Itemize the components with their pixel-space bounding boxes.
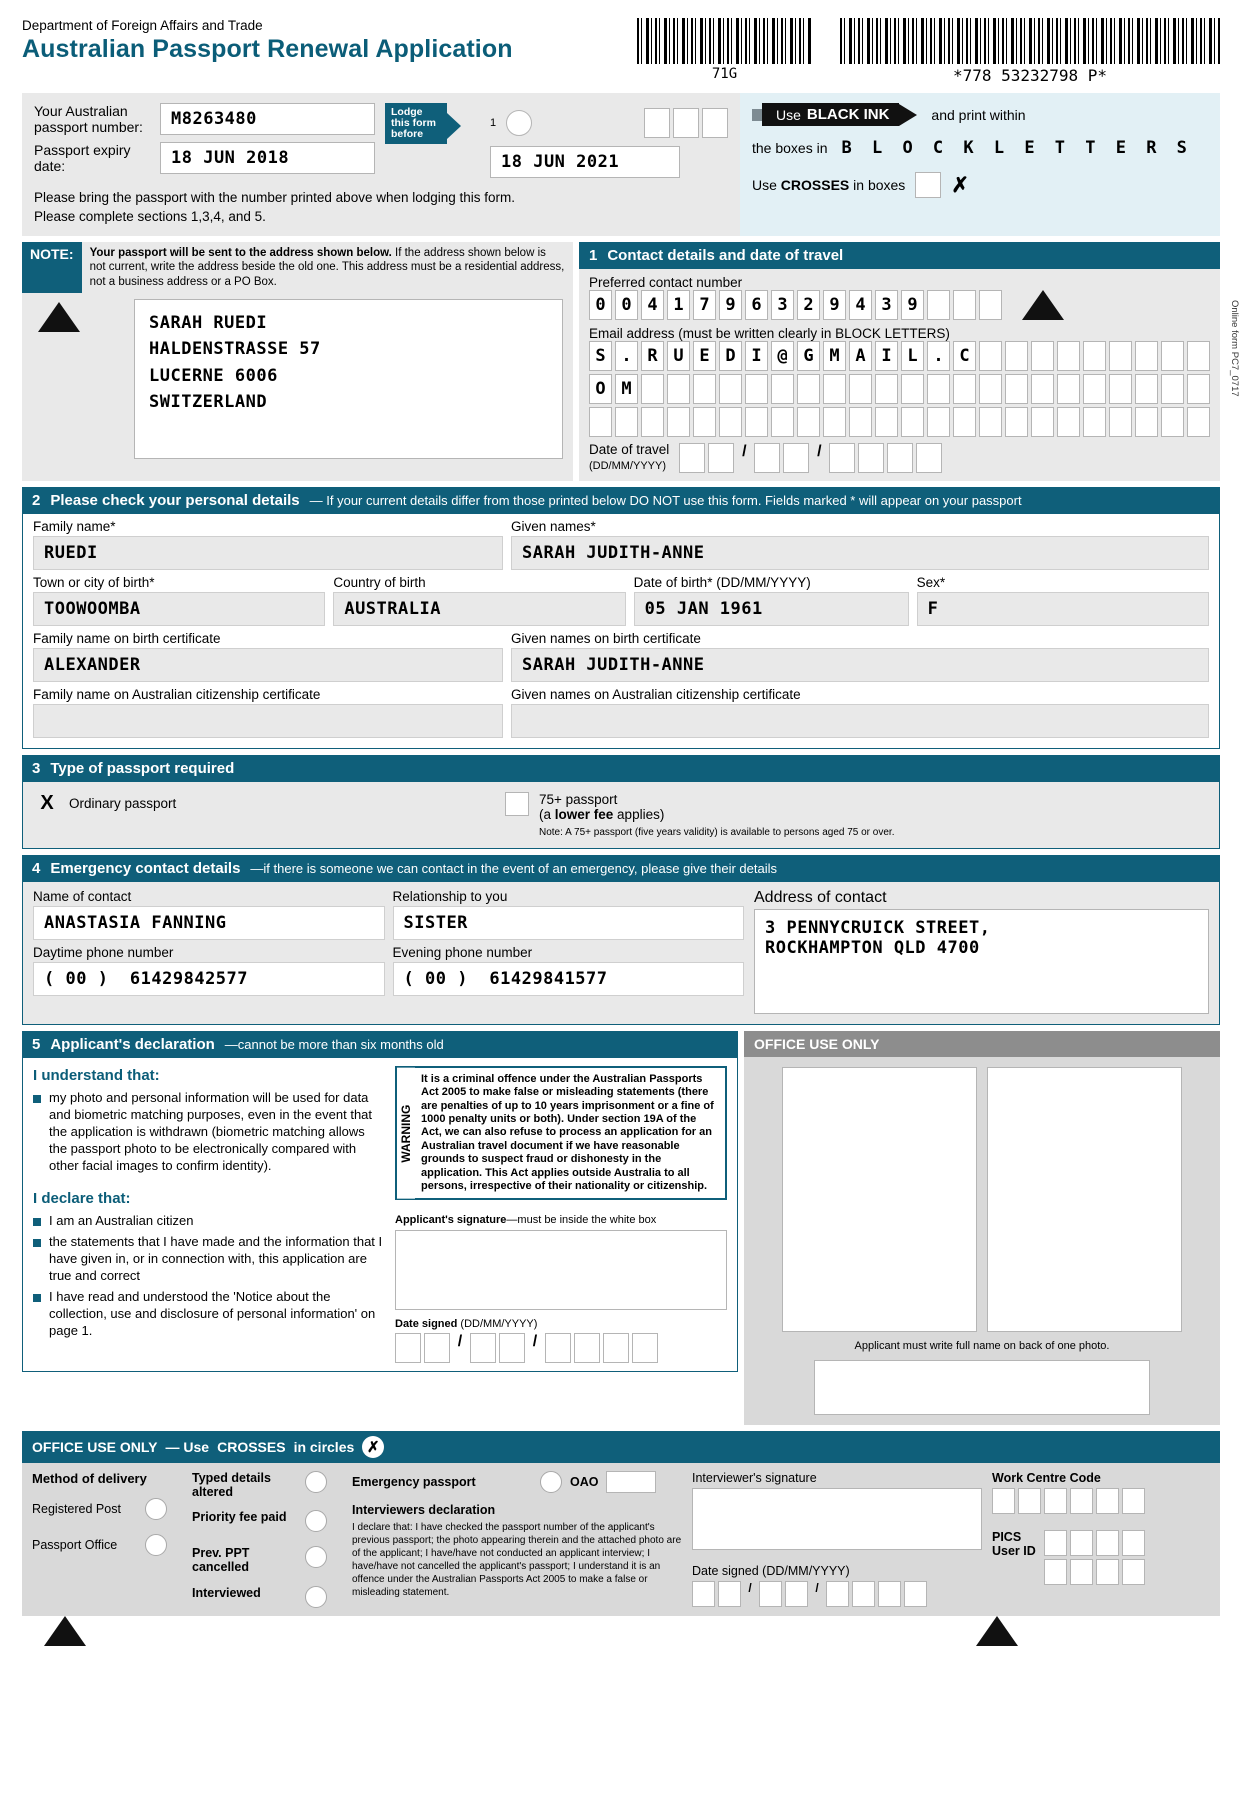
declare-item: I have read and understood the 'Notice about the collection, use and disclosure of personal information' on page 1. — [33, 1289, 383, 1340]
signature-label: Applicant's signature—must be inside the white box — [395, 1214, 657, 1227]
emergency-address-input[interactable] — [754, 909, 1209, 1014]
given-names-input[interactable]: SARAH JUDITH-ANNE — [511, 536, 1209, 570]
method-of-delivery-label: Method of delivery — [32, 1470, 147, 1486]
char-cell[interactable]: G — [797, 341, 820, 371]
char-cell[interactable]: . — [615, 341, 638, 371]
ordinary-passport-checkbox[interactable]: X — [40, 791, 54, 814]
interviewers-declaration-text: I declare that: I have checked the passport number of the applicant's previous passport; the photo appearing therein and the attached photo are of the applicant; I have/have not conducted an applicant interview; I have/have not cancelled the applicant's passport; I understand it is an offence under the Australian Passports Act 2005 to make a false or misleading statement. — [352, 1521, 682, 1598]
char-cell[interactable] — [797, 374, 820, 404]
char-cell[interactable] — [1057, 407, 1080, 437]
emergency-name-label: Name of contact — [33, 888, 132, 904]
contact-number-label: Preferred contact number — [589, 274, 743, 290]
ordinary-passport-label: Ordinary passport — [69, 795, 177, 811]
char-cell[interactable] — [693, 407, 716, 437]
char-cell[interactable] — [1083, 407, 1106, 437]
header-titles — [22, 18, 513, 64]
birth-cert-given-input[interactable]: SARAH JUDITH-ANNE — [511, 648, 1209, 682]
interviewed-label: Interviewed — [192, 1586, 261, 1601]
family-name-label: Family name* — [33, 518, 116, 534]
char-cell[interactable]: L — [901, 341, 924, 371]
char-cell[interactable] — [927, 407, 950, 437]
char-cell[interactable] — [1161, 374, 1184, 404]
travel-date-input[interactable]: / / — [679, 443, 942, 473]
char-cell[interactable]: D — [719, 341, 742, 371]
char-cell[interactable] — [1161, 407, 1184, 437]
section-4 — [22, 855, 1220, 1025]
section-5-title: Applicant's declaration — [50, 1035, 215, 1053]
char-cell[interactable] — [745, 407, 768, 437]
plus75-note: Note: A 75+ passport (five years validity) is available to persons aged 75 or over. — [539, 826, 895, 838]
evening-phone-label: Evening phone number — [392, 944, 533, 960]
address-line-4: SWITZERLAND — [149, 391, 268, 412]
sex-input[interactable]: F — [917, 592, 1209, 626]
town-of-birth-input[interactable]: TOOWOOMBA — [33, 592, 325, 626]
section-5-row — [22, 1031, 1220, 1425]
char-cell[interactable] — [719, 407, 742, 437]
barcode-2-label: *778 53232798 P* — [952, 66, 1108, 85]
char-cell[interactable] — [927, 374, 950, 404]
char-cell[interactable] — [901, 407, 924, 437]
section-3-number: 3 — [32, 759, 41, 777]
mailing-address-box[interactable] — [134, 299, 563, 459]
barcode-1-label: 71G — [711, 66, 738, 82]
char-cell[interactable] — [1057, 374, 1080, 404]
passport-number-row — [34, 103, 375, 135]
char-cell[interactable] — [1109, 341, 1132, 371]
work-centre-code-label: Work Centre Code — [992, 1470, 1101, 1485]
barcode-1 — [637, 18, 812, 82]
travel-date-label: Date of travel (DD/MM/YYYY) — [589, 441, 670, 472]
section-5-subtitle: —cannot be more than six months old — [224, 1036, 444, 1052]
ink-instructions-block — [740, 93, 1220, 236]
char-cell[interactable] — [1031, 341, 1054, 371]
char-cell[interactable]: 7 — [693, 290, 716, 320]
section-4-number: 4 — [32, 859, 41, 877]
emergency-name-input[interactable]: ANASTASIA FANNING — [33, 906, 385, 940]
daytime-phone-label: Daytime phone number — [33, 944, 174, 960]
section-4-subtitle: —if there is someone we can contact in the event of an emergency, please give their details — [250, 860, 777, 876]
citizenship-family-input[interactable] — [33, 704, 503, 738]
emergency-passport-radio[interactable] — [540, 1471, 562, 1493]
section-1-header — [579, 242, 1220, 269]
sex-label: Sex* — [916, 574, 946, 590]
char-cell[interactable]: R — [641, 341, 664, 371]
alignment-triangle-right — [1022, 290, 1064, 320]
char-cell[interactable] — [719, 374, 742, 404]
char-cell[interactable] — [1083, 341, 1106, 371]
char-cell[interactable] — [979, 407, 1002, 437]
barcodes — [637, 18, 1220, 85]
date-signed-input[interactable]: / / — [395, 1333, 727, 1363]
note-block — [22, 242, 573, 481]
char-cell[interactable] — [927, 290, 950, 320]
passport-office-radio[interactable] — [145, 1534, 167, 1556]
interviewed-radio[interactable] — [305, 1586, 327, 1608]
page-number: 1 — [490, 116, 497, 129]
email-input-row-3[interactable] — [589, 407, 1210, 437]
pen-icon: Use BLACK INK — [762, 103, 899, 126]
char-cell[interactable] — [1031, 407, 1054, 437]
char-cell[interactable] — [1005, 341, 1028, 371]
note-and-contact-row — [22, 242, 1220, 481]
pics-user-id-input-row-1[interactable] — [1044, 1530, 1145, 1556]
char-cell[interactable]: C — [953, 341, 976, 371]
applicant-signature-box[interactable] — [395, 1230, 727, 1310]
country-of-birth-input[interactable]: AUSTRALIA — [333, 592, 625, 626]
char-cell[interactable]: 3 — [875, 290, 898, 320]
section-4-title: Emergency contact details — [50, 859, 241, 877]
char-cell[interactable] — [1005, 374, 1028, 404]
birth-cert-given-label: Given names on birth certificate — [511, 630, 701, 646]
citizenship-given-input[interactable] — [511, 704, 1209, 738]
char-cell[interactable] — [1109, 407, 1132, 437]
declaration-text-block — [33, 1066, 383, 1364]
char-cell[interactable] — [979, 290, 1002, 320]
char-cell[interactable] — [953, 374, 976, 404]
form-version-note: Online form PC7_0717 — [1229, 300, 1240, 397]
priority-fee-radio[interactable] — [305, 1510, 327, 1532]
address-line-1: SARAH RUEDI — [149, 312, 268, 333]
char-cell[interactable] — [771, 407, 794, 437]
date-of-birth-input[interactable]: 05 JAN 1961 — [634, 592, 909, 626]
priority-fee-label: Priority fee paid — [192, 1509, 287, 1524]
char-cell[interactable]: M — [823, 341, 846, 371]
char-cell[interactable] — [1083, 374, 1106, 404]
evening-phone-input[interactable]: ( 00 ) 61429841577 — [393, 962, 745, 996]
char-cell[interactable]: 4 — [641, 290, 664, 320]
pics-user-id-input-row-2[interactable] — [1044, 1559, 1145, 1585]
black-ink-banner — [752, 103, 1208, 126]
passport-office-label: Passport Office — [32, 1537, 118, 1552]
address-line-3: LUCERNE 6006 — [149, 365, 278, 386]
char-cell[interactable]: I — [875, 341, 898, 371]
plus75-fee-note: (a lower fee applies) — [539, 806, 665, 822]
country-of-birth-label: Country of birth — [333, 574, 426, 590]
char-cell[interactable] — [979, 374, 1002, 404]
warning-label: WARNING — [397, 1068, 415, 1199]
office-date-signed-label: Date signed (DD/MM/YYYY) — [692, 1563, 850, 1578]
section-1 — [579, 242, 1220, 481]
page-marker-circle — [506, 110, 532, 136]
section-4-header — [22, 855, 1220, 882]
emergency-relationship-label: Relationship to you — [392, 888, 508, 904]
block-letters-sample: B L O C K L E T T E R S — [841, 138, 1192, 158]
emergency-passport-label: Emergency passport — [352, 1474, 476, 1489]
cross-circle-icon: ✗ — [362, 1436, 384, 1458]
email-label: Email address (must be written clearly in BLOCK LETTERS) — [589, 325, 950, 341]
registered-post-radio[interactable] — [145, 1498, 167, 1520]
boxes-in-label: the boxes in — [752, 140, 828, 156]
registered-post-label: Registered Post — [32, 1501, 121, 1516]
email-input-row-2[interactable] — [589, 374, 1210, 404]
office-date-signed-input[interactable]: / / — [692, 1581, 982, 1607]
char-cell[interactable]: 6 — [745, 290, 768, 320]
emergency-address-label: Address of contact — [754, 888, 887, 906]
office-extra-box[interactable] — [814, 1360, 1150, 1415]
section-1-number: 1 — [589, 246, 598, 264]
char-cell[interactable] — [953, 290, 976, 320]
photo-slot-2[interactable] — [987, 1067, 1182, 1332]
passport-details-block — [22, 93, 740, 236]
prev-ppt-radio[interactable] — [305, 1546, 327, 1568]
char-cell[interactable] — [641, 374, 664, 404]
plus75-passport-checkbox[interactable] — [505, 792, 529, 816]
char-cell[interactable] — [1057, 341, 1080, 371]
char-cell[interactable]: 9 — [823, 290, 846, 320]
typed-details-radio[interactable] — [305, 1471, 327, 1493]
section-2-header — [22, 487, 1220, 514]
barcode-2 — [840, 18, 1220, 85]
char-cell[interactable] — [771, 374, 794, 404]
char-cell[interactable] — [875, 407, 898, 437]
declare-item: I am an Australian citizen — [33, 1213, 383, 1230]
char-cell[interactable]: I — [745, 341, 768, 371]
char-cell[interactable]: 0 — [615, 290, 638, 320]
top-panel — [22, 93, 1220, 236]
char-cell[interactable] — [823, 407, 846, 437]
char-cell[interactable] — [1187, 407, 1210, 437]
char-cell[interactable]: 9 — [901, 290, 924, 320]
char-cell[interactable]: . — [927, 341, 950, 371]
char-cell[interactable]: U — [667, 341, 690, 371]
expiry-row — [34, 142, 375, 174]
char-cell[interactable] — [667, 407, 690, 437]
birth-cert-family-input[interactable]: ALEXANDER — [33, 648, 503, 682]
plus75-label: 75+ passport — [539, 791, 618, 807]
char-cell[interactable] — [589, 407, 612, 437]
declare-item: the statements that I have made and the information that I have given in, or in connection with, this application are true and correct — [33, 1234, 383, 1285]
char-cell[interactable]: 1 — [667, 290, 690, 320]
char-cell[interactable]: O — [589, 374, 612, 404]
daytime-phone-input[interactable]: ( 00 ) 61429842577 — [33, 962, 385, 996]
lodge-before-badge: Lodge this form before — [385, 103, 447, 144]
office-bottom — [22, 1431, 1220, 1647]
email-input-row-1[interactable] — [589, 341, 1210, 371]
office-bottom-header: OFFICE USE ONLY — Use CROSSES in circles ✗ — [22, 1431, 1220, 1463]
contact-number-input[interactable] — [589, 290, 1002, 320]
form-header — [22, 18, 1220, 85]
town-of-birth-label: Town or city of birth* — [33, 574, 155, 590]
char-cell[interactable]: 4 — [849, 290, 872, 320]
given-names-label: Given names* — [511, 518, 596, 534]
section-3-title: Type of passport required — [50, 759, 235, 777]
char-cell[interactable] — [901, 374, 924, 404]
section-3 — [22, 755, 1220, 849]
page-title: Australian Passport Renewal Application — [22, 35, 513, 63]
char-cell[interactable] — [1135, 407, 1158, 437]
char-cell[interactable] — [1187, 341, 1210, 371]
char-cell[interactable] — [849, 374, 872, 404]
department-name: Department of Foreign Affairs and Trade — [22, 18, 263, 33]
ink-rest-text: and print within — [931, 106, 1026, 123]
prev-ppt-label: Prev. PPT cancelled — [192, 1545, 250, 1574]
char-cell[interactable] — [1161, 341, 1184, 371]
char-cell[interactable] — [667, 374, 690, 404]
alignment-triangle-bottom-right — [976, 1616, 1018, 1646]
work-centre-code-input[interactable] — [992, 1488, 1210, 1514]
expiry-label: Passport expiry date: — [34, 142, 131, 175]
char-cell[interactable] — [1187, 374, 1210, 404]
office-use-title: OFFICE USE ONLY — [744, 1031, 1220, 1057]
citizenship-family-label: Family name on Australian citizenship certificate — [33, 686, 321, 702]
interviewer-signature-box[interactable] — [692, 1488, 982, 1550]
date-of-birth-label: Date of birth* (DD/MM/YYYY) — [633, 574, 811, 590]
char-cell[interactable]: 2 — [797, 290, 820, 320]
char-cell[interactable] — [979, 341, 1002, 371]
typed-details-label: Typed details altered — [192, 1470, 271, 1500]
char-cell[interactable] — [823, 374, 846, 404]
address-line-2: HALDENSTRASSE 57 — [149, 339, 321, 360]
crosses-label: Use CROSSES in boxes — [752, 177, 906, 193]
section-2-subtitle: — If your current details differ from those printed below DO NOT use this form. Fields marked * will appear on your passport — [309, 492, 1022, 508]
expiry-input[interactable]: 18 JUN 2018 — [160, 142, 375, 174]
warning-text: It is a criminal offence under the Australian Passports Act 2005 to make false or misleading statements (there are penalties of up to 10 years imprisonment or a fine of 1000 penalty units or both). Under section 19A of the Act, we can also refuse to process an application for an Australian travel document if we have reasonable grounds to suspect fraud or dishonesty in the application. This Act applies outside Australia to all persons, irrespective of their nationality or citizenship. — [421, 1072, 714, 1193]
char-cell[interactable]: 3 — [771, 290, 794, 320]
alignment-triangle-bottom-left — [44, 1616, 86, 1646]
char-cell[interactable]: 0 — [589, 290, 612, 320]
citizenship-given-label: Given names on Australian citizenship certificate — [511, 686, 801, 702]
char-cell[interactable] — [797, 407, 820, 437]
interviewers-declaration-label: Interviewers declaration — [352, 1502, 496, 1517]
section-5 — [22, 1031, 738, 1425]
understand-heading: I understand that: — [33, 1066, 160, 1084]
top-right-cells[interactable] — [644, 108, 728, 138]
bring-passport-note: Please bring the passport with the number printed above when lodging this form. Please complete sections 1,3,4, and 5. — [34, 190, 516, 224]
char-cell[interactable]: M — [615, 374, 638, 404]
section-5-number: 5 — [32, 1035, 41, 1053]
warning-box — [395, 1066, 727, 1201]
section-3-header — [22, 755, 1220, 782]
alignment-triangle-left — [38, 302, 80, 332]
section-5-header — [22, 1031, 738, 1058]
declare-heading: I declare that: — [33, 1189, 131, 1207]
char-cell[interactable]: A — [849, 341, 872, 371]
section-1-title: Contact details and date of travel — [607, 246, 844, 264]
photo-note: Applicant must write full name on back of one photo. — [854, 1339, 1110, 1352]
date-signed-label: Date signed (DD/MM/YYYY) — [395, 1318, 538, 1331]
passport-number-input[interactable]: M8263480 — [160, 103, 375, 135]
emergency-address-line-2: ROCKHAMPTON QLD 4700 — [765, 937, 980, 958]
note-tag: NOTE: — [22, 242, 82, 293]
char-cell[interactable] — [1109, 374, 1132, 404]
emergency-address-line-1: 3 PENNYCRUICK STREET, — [765, 917, 991, 938]
char-cell[interactable] — [1031, 374, 1054, 404]
section-2-number: 2 — [32, 491, 41, 509]
photo-slot-1[interactable] — [782, 1067, 977, 1332]
office-use-photos — [744, 1031, 1220, 1425]
char-cell[interactable]: 9 — [719, 290, 742, 320]
birth-cert-family-label: Family name on birth certificate — [33, 630, 221, 646]
passport-number-label: Your Australian passport number: — [34, 103, 143, 136]
char-cell[interactable] — [693, 374, 716, 404]
char-cell[interactable] — [1135, 341, 1158, 371]
understand-item: my photo and personal information will be used for data and biometric matching purposes, even in the event that the application is withdrawn (biometric matching allows the passport photo to be electronically compared with other facial images to confirm identity). — [33, 1090, 383, 1174]
char-cell[interactable]: @ — [771, 341, 794, 371]
char-cell[interactable] — [953, 407, 976, 437]
section-2-title: Please check your personal details — [50, 491, 300, 509]
note-text: Your passport will be sent to the address shown below. If the address shown below is not current, write the address beside the old one. This address must be a residential address, not a business address or a PO Box. — [89, 246, 565, 288]
lodge-before-date[interactable]: 18 JUN 2021 — [490, 146, 680, 178]
family-name-input[interactable]: RUEDI — [33, 536, 503, 570]
pics-user-id-label: PICS User ID — [992, 1529, 1036, 1559]
emergency-relationship-input[interactable]: SISTER — [393, 906, 745, 940]
oao-label: OAO — [570, 1474, 599, 1489]
interviewer-signature-label: Interviewer's signature — [692, 1470, 817, 1485]
char-cell[interactable] — [1005, 407, 1028, 437]
char-cell[interactable] — [875, 374, 898, 404]
char-cell[interactable]: E — [693, 341, 716, 371]
char-cell[interactable] — [745, 374, 768, 404]
oao-input[interactable] — [606, 1471, 656, 1493]
char-cell[interactable]: S — [589, 341, 612, 371]
cross-sample-icon: ✗ — [951, 173, 969, 197]
char-cell[interactable] — [615, 407, 638, 437]
char-cell[interactable] — [849, 407, 872, 437]
char-cell[interactable] — [641, 407, 664, 437]
char-cell[interactable] — [1135, 374, 1158, 404]
